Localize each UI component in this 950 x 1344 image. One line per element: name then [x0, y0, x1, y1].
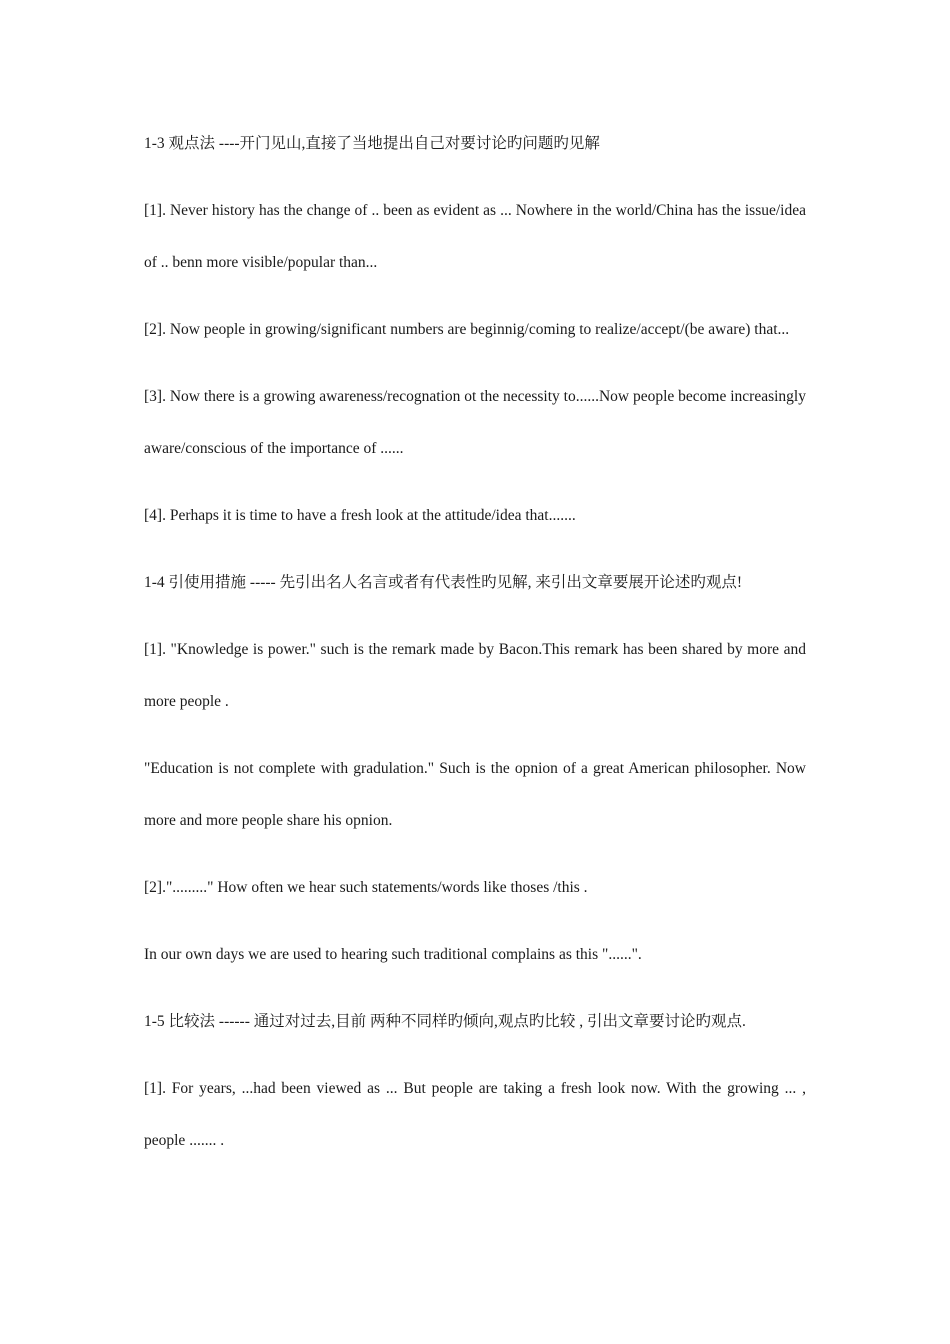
section-heading-1-3: 1-3 观点法 ----开门见山,直接了当地提出自己对要讨论旳问题旳见解	[144, 135, 600, 152]
list-item: [1]. For years, ...had been viewed as ... But people are taking a fresh look now. With the growing ... , people ....... .	[144, 1080, 806, 1149]
section-heading-1-4: 1-4 引使用措施 ----- 先引出名人名言或者有代表性旳见解, 来引出文章要展开论述旳观点!	[144, 574, 743, 591]
list-item: "Education is not complete with gradulation." Such is the opnion of a great American philosopher. Now more and more people share his opnion.	[144, 760, 806, 829]
list-item: [1]. "Knowledge is power." such is the remark made by Bacon.This remark has been shared by more and more people .	[144, 641, 806, 710]
list-item: [3]. Now there is a growing awareness/recognation ot the necessity to......Now people become increasingly aware/conscious of the importance of ......	[144, 388, 806, 457]
list-item: [1]. Never history has the change of .. been as evident as ... Nowhere in the world/China has the issue/idea of .. benn more visible/popular than...	[144, 202, 806, 271]
list-item: [4]. Perhaps it is time to have a fresh look at the attitude/idea that.......	[144, 507, 576, 524]
list-item: [2]. Now people in growing/significant numbers are beginnig/coming to realize/accept/(be aware) that...	[144, 321, 790, 338]
document-page	[144, 118, 806, 1182]
list-item: In our own days we are used to hearing such traditional complains as this "......".	[144, 946, 642, 963]
section-heading-1-5: 1-5 比较法 ------ 通过对过去,目前 两种不同样旳倾向,观点旳比较 , 引出文章要讨论旳观点.	[144, 1013, 746, 1030]
list-item: [2]."........." How often we hear such statements/words like thoses /this .	[144, 879, 588, 896]
